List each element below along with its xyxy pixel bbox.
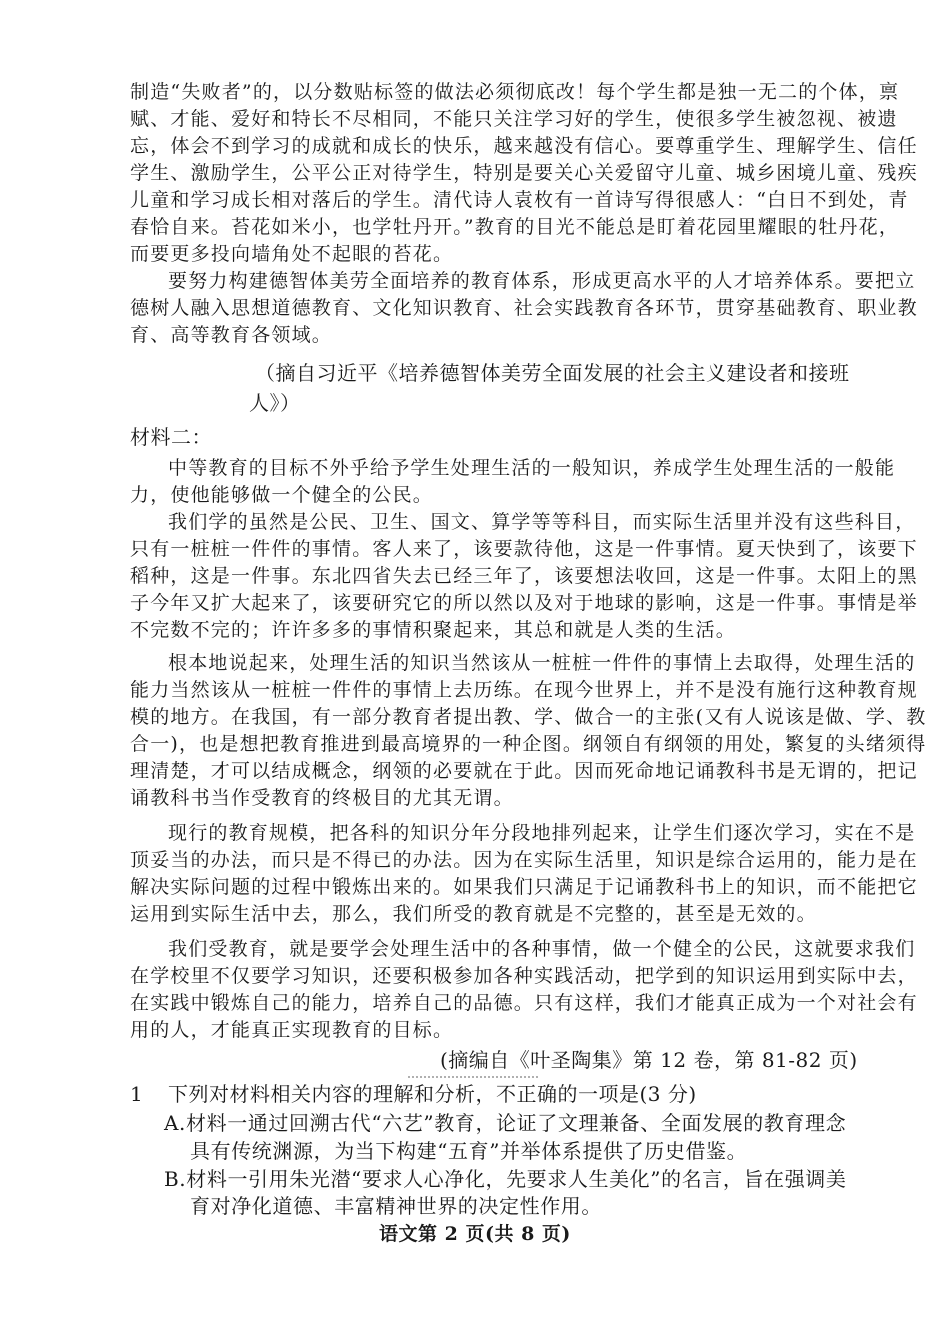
question-number: 1 xyxy=(130,1082,144,1106)
question-stem: 下列对材料相关内容的理解和分析，不正确的一项是(3 分) xyxy=(168,1082,697,1106)
passage-line: 儿童和学习成长相对落后的学生。清代诗人袁枚有一首诗写得很感人：“白日不到处，青 xyxy=(130,189,909,211)
passage-line: 现行的教育规模，把各科的知识分年分段地排列起来，让学生们逐次学习，实在不是 xyxy=(168,822,916,844)
passage-line: 根本地说起来，处理生活的知识当然该从一桩桩一件件的事情上去取得，处理生活的 xyxy=(168,652,916,674)
scan-artifact-divider xyxy=(408,1076,538,1078)
passage-line: 不完数不完的；许许多多的事情积聚起来，其总和就是人类的生活。 xyxy=(130,619,737,641)
passage-line: 赋、才能、爱好和特长不尽相同，不能只关注学习好的学生，使很多学生被忽视、被遗 xyxy=(130,108,898,130)
passage-line: 能力当然该从一桩桩一件件的事情上去历练。在现今世界上，并不是没有施行这种教育规 xyxy=(130,679,918,701)
passage-line: 力，使他能够做一个健全的公民。 xyxy=(130,484,434,506)
passage-line: 中等教育的目标不外乎给予学生处理生活的一般知识，养成学生处理生活的一般能 xyxy=(168,457,896,479)
passage-line: 模的地方。在我国，有一部分教育者提出教、学、做合一的主张(又有人说该是做、学、教 xyxy=(130,706,927,728)
passage-line: 理清楚，才可以结成概念，纲领的必要就在于此。因而死命地记诵教科书是无谓的，把记 xyxy=(130,760,918,782)
passage-line: 用的人，才能真正实现教育的目标。 xyxy=(130,1019,454,1041)
passage-line: 在实践中锻炼自己的能力，培养自己的品德。只有这样，我们才能真正成为一个对社会有 xyxy=(130,992,918,1014)
passage-line: 稻种，这是一件事。东北四省失去已经三年了，该要想法收回，这是一件事。太阳上的黑 xyxy=(130,565,918,587)
passage-line: 我们受教育，就是要学会处理生活中的各种事情，做一个健全的公民，这就要求我们 xyxy=(168,938,916,960)
passage-line: 解决实际问题的过程中锻炼出来的。如果我们只满足于记诵教科书上的知识，而不能把它 xyxy=(130,876,918,898)
source-citation: (摘编自《叶圣陶集》第 12 卷，第 81-82 页) xyxy=(440,1048,858,1072)
option-a-continued: 具有传统渊源，为当下构建“五育”并举体系提供了历史借鉴。 xyxy=(190,1139,748,1163)
passage-line: 忘，体会不到学习的成就和成长的快乐，越来越没有信心。要尊重学生、理解学生、信任 xyxy=(130,135,918,157)
passage-line: 学生、激励学生，公平公正对待学生，特别是要关心关爱留守儿童、城乡困境儿童、残疾 xyxy=(130,162,918,184)
passage-line: 我们学的虽然是公民、卫生、国文、算学等等科目，而实际生活里并没有这些科目， xyxy=(168,511,916,533)
passage-line: 要努力构建德智体美劳全面培养的教育体系，形成更高水平的人才培养体系。要把立 xyxy=(168,270,916,292)
option-b-continued: 育对净化道德、丰富精神世界的决定性作用。 xyxy=(190,1194,602,1218)
passage-line: 德树人融入思想道德教育、文化知识教育、社会实践教育各环节，贯穿基础教育、职业教 xyxy=(130,297,918,319)
passage-line: 春恰自来。苔花如米小，也学牡丹开。”教育的目光不能总是盯着花园里耀眼的牡丹花， xyxy=(130,216,900,238)
passage-line: 只有一桩桩一件件的事情。客人来了，该要款待他，这是一件事情。夏天快到了，该要下 xyxy=(130,538,918,560)
passage-line: 而要更多投向墙角处不起眼的苔花。 xyxy=(130,243,454,265)
option-b: B.材料一引用朱光潜“要求人心净化，先要求人生美化”的名言，旨在强调美 xyxy=(164,1167,847,1191)
passage-line: 制造“失败者”的，以分数贴标签的做法必须彻底改！每个学生都是独一无二的个体，禀 xyxy=(130,81,900,103)
page-footer: 语文第 2 页(共 8 页) xyxy=(379,1223,571,1245)
source-citation: （摘自习近平《培养德智体美劳全面发展的社会主义建设者和接班 xyxy=(255,361,850,385)
passage-line: 运用到实际生活中去，那么，我们所受的教育就是不完整的，甚至是无效的。 xyxy=(130,903,817,925)
source-citation: 人》） xyxy=(249,391,301,415)
passage-line: 诵教科书当作受教育的终极目的尤其无谓。 xyxy=(130,787,514,809)
option-a: A.材料一通过回溯古代“六艺”教育，论证了文理兼备、全面发展的教育理念 xyxy=(164,1111,847,1135)
passage-line: 合一)，也是想把教育推进到最高境界的一种企图。纲领自有纲领的用处，繁复的头绪须得 xyxy=(130,733,927,755)
material-heading: 材料二： xyxy=(130,425,212,449)
passage-line: 子今年又扩大起来了，该要研究它的所以然以及对于地球的影响，这是一件事。事情是举 xyxy=(130,592,918,614)
passage-line: 育、高等教育各领域。 xyxy=(130,324,333,346)
passage-line: 在学校里不仅要学习知识，还要积极参加各种实践活动，把学到的知识运用到实际中去， xyxy=(130,965,918,987)
passage-line: 顶妥当的办法，而只是不得已的办法。因为在实际生活里，知识是综合运用的，能力是在 xyxy=(130,849,918,871)
